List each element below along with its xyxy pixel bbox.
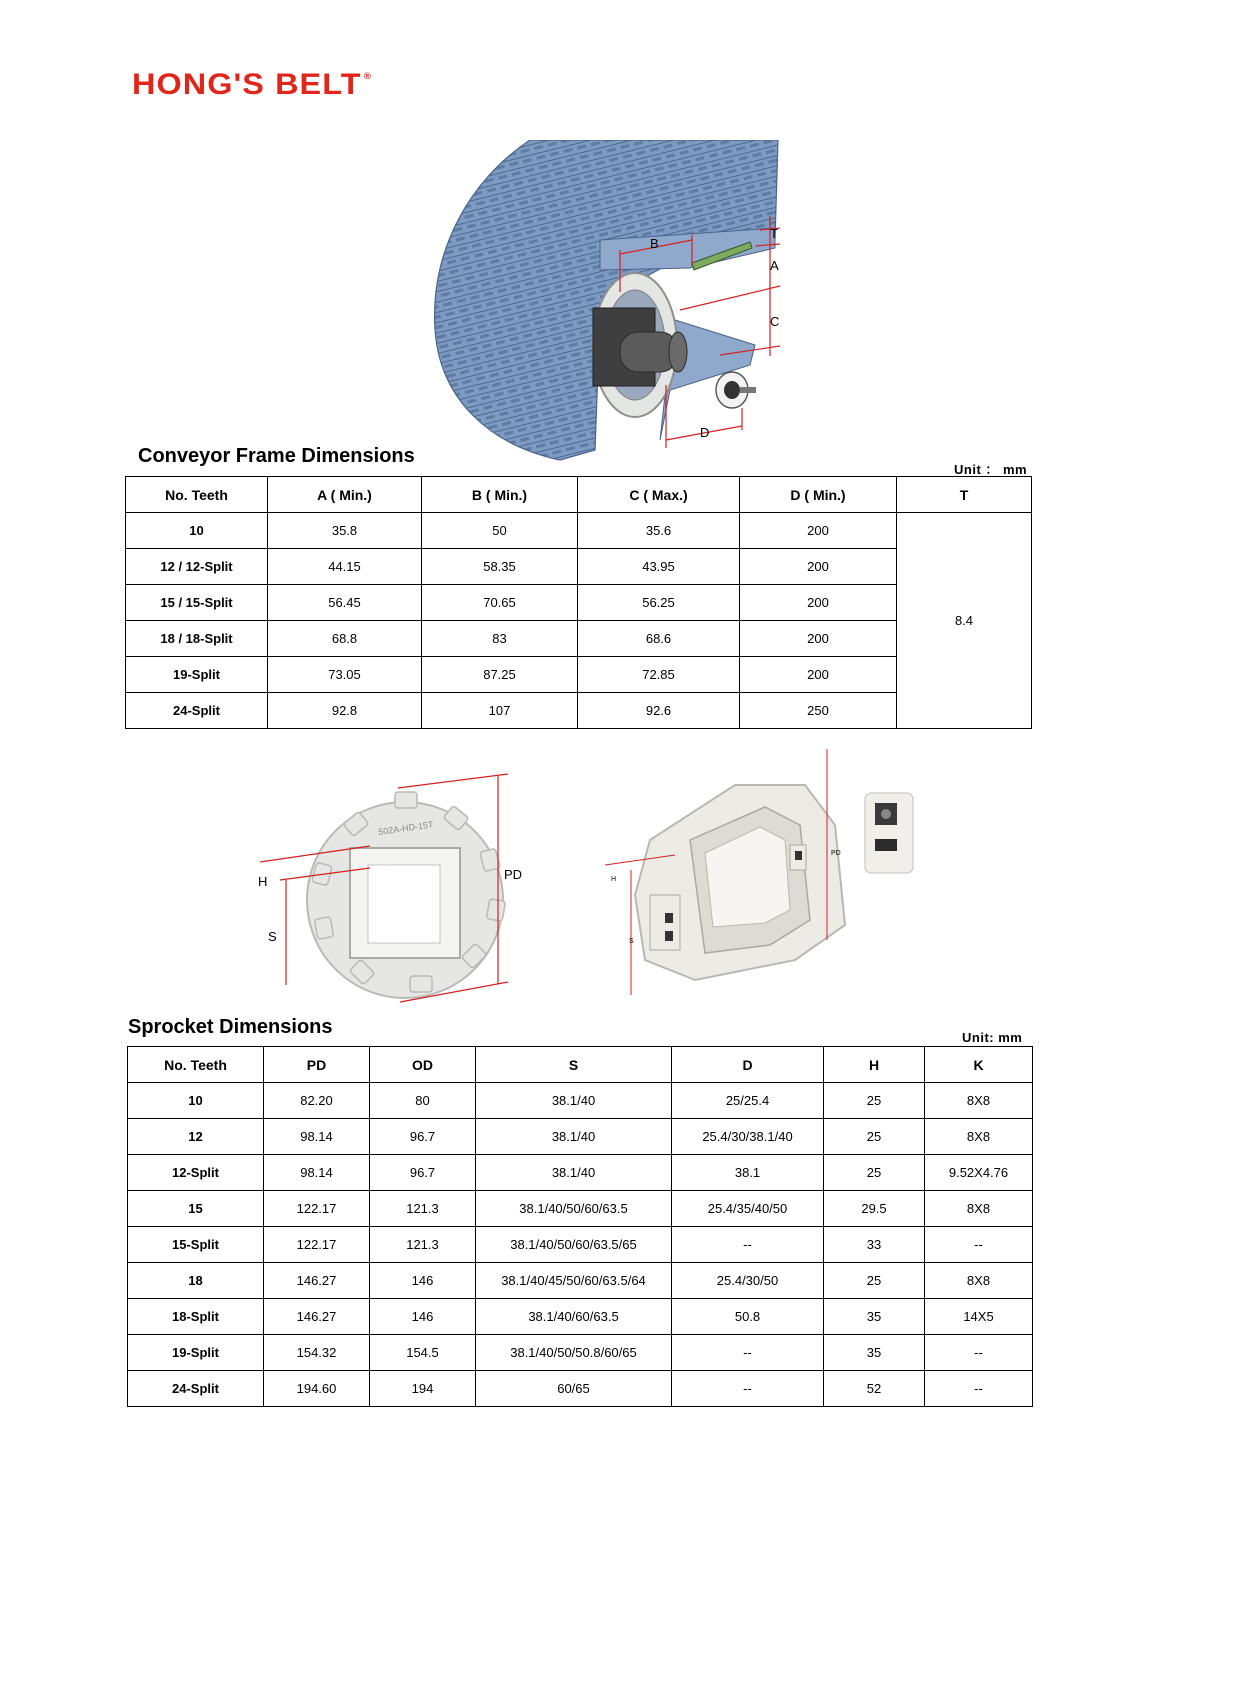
table-row (126, 657, 1032, 693)
table-cell: 38.1/40/50/50.8/60/65 (476, 1335, 672, 1371)
label-s-small: S (629, 938, 634, 945)
column-header: S (476, 1047, 672, 1083)
table-cell: 25.4/35/40/50 (672, 1191, 824, 1227)
table-cell: 43.95 (578, 549, 740, 585)
table-cell: 56.45 (268, 585, 422, 621)
column-header: B ( Min.) (422, 477, 578, 513)
table-cell: 38.1/40 (476, 1119, 672, 1155)
label-pd: PD (504, 867, 523, 882)
table-cell: 12 (128, 1119, 264, 1155)
table-cell: 15-Split (128, 1227, 264, 1263)
table-cell: 18 (128, 1263, 264, 1299)
table-row (126, 513, 1032, 549)
table-row (128, 1299, 1033, 1335)
column-header: A ( Min.) (268, 477, 422, 513)
table-cell: 60/65 (476, 1371, 672, 1407)
table-cell: -- (925, 1371, 1033, 1407)
table-cell: 8X8 (925, 1263, 1033, 1299)
table-cell: 194 (370, 1371, 476, 1407)
table-cell: 96.7 (370, 1155, 476, 1191)
table-cell: 200 (740, 513, 897, 549)
table-cell: 35 (824, 1335, 925, 1371)
table-cell: 8X8 (925, 1083, 1033, 1119)
column-header: D ( Min.) (740, 477, 897, 513)
table-cell: 82.20 (264, 1083, 370, 1119)
table-cell: 15 / 15-Split (126, 585, 268, 621)
table-row (126, 549, 1032, 585)
table-cell: 12-Split (128, 1155, 264, 1191)
table-cell: 8X8 (925, 1191, 1033, 1227)
table-cell: 19-Split (128, 1335, 264, 1371)
table-cell: 38.1/40/45/50/60/63.5/64 (476, 1263, 672, 1299)
split-sprocket-illustration (595, 745, 975, 1005)
table-cell: 10 (128, 1083, 264, 1119)
table-row (126, 621, 1032, 657)
sprocket-front-illustration (250, 770, 540, 1010)
label-h-small: H (611, 876, 617, 883)
table-cell: 50.8 (672, 1299, 824, 1335)
table-row (126, 585, 1032, 621)
table-cell: 58.35 (422, 549, 578, 585)
conveyor-belt-illustration (430, 140, 850, 480)
table-cell: 29.5 (824, 1191, 925, 1227)
table-cell: 96.7 (370, 1119, 476, 1155)
sprocket-body (307, 792, 506, 998)
table-cell: 68.8 (268, 621, 422, 657)
table-cell: 25 (824, 1119, 925, 1155)
table-row (126, 693, 1032, 729)
table-row (128, 1263, 1033, 1299)
split-detail-inset (865, 793, 913, 873)
table-cell: 9.52X4.76 (925, 1155, 1033, 1191)
table-cell: -- (672, 1335, 824, 1371)
table-cell: 70.65 (422, 585, 578, 621)
column-header: PD (264, 1047, 370, 1083)
table-cell: 14X5 (925, 1299, 1033, 1335)
label-s: S (268, 929, 277, 944)
table-cell: 38.1/40/50/60/63.5 (476, 1191, 672, 1227)
label-pd-small: PD (831, 850, 841, 857)
table-cell: -- (672, 1371, 824, 1407)
brand-logo (132, 68, 372, 102)
table-cell: 56.25 (578, 585, 740, 621)
table-cell: 146 (370, 1263, 476, 1299)
table-cell: 154.5 (370, 1335, 476, 1371)
table-cell: 35.8 (268, 513, 422, 549)
label-t: T (770, 226, 778, 241)
table-cell: 80 (370, 1083, 476, 1119)
table-cell: 250 (740, 693, 897, 729)
column-header: No. Teeth (126, 477, 268, 513)
table-header-row (126, 477, 1032, 513)
label-b: B (650, 236, 659, 251)
table-cell: 15 (128, 1191, 264, 1227)
table-row (128, 1227, 1033, 1263)
label-d: D (700, 425, 710, 440)
table-cell: 35.6 (578, 513, 740, 549)
table-row (128, 1371, 1033, 1407)
split-sprocket-body (635, 785, 845, 980)
label-c: C (770, 314, 780, 329)
table-cell: 83 (422, 621, 578, 657)
conveyor-frame-table (125, 476, 1032, 729)
table-cell: 73.05 (268, 657, 422, 693)
table-cell: 38.1/40/50/60/63.5/65 (476, 1227, 672, 1263)
table-cell: 35 (824, 1299, 925, 1335)
table-cell: 25.4/30/38.1/40 (672, 1119, 824, 1155)
table-cell: 12 / 12-Split (126, 549, 268, 585)
table-cell: 200 (740, 657, 897, 693)
column-header: T (897, 477, 1032, 513)
table-row (128, 1083, 1033, 1119)
table-cell: -- (925, 1335, 1033, 1371)
table-cell: 25.4/30/50 (672, 1263, 824, 1299)
table-cell: 24-Split (128, 1371, 264, 1407)
table-cell: 33 (824, 1227, 925, 1263)
table-cell: 8X8 (925, 1119, 1033, 1155)
table-cell: -- (672, 1227, 824, 1263)
table-cell: 146.27 (264, 1263, 370, 1299)
table-row (128, 1155, 1033, 1191)
column-header: D (672, 1047, 824, 1083)
table-cell: 107 (422, 693, 578, 729)
table-cell: 38.1/40 (476, 1155, 672, 1191)
table-cell: 18-Split (128, 1299, 264, 1335)
table-cell: 38.1/40/60/63.5 (476, 1299, 672, 1335)
table-cell: 19-Split (126, 657, 268, 693)
table-row (128, 1191, 1033, 1227)
t-value-cell: 8.4 (897, 513, 1032, 729)
column-header: K (925, 1047, 1033, 1083)
table-cell: -- (925, 1227, 1033, 1263)
table-cell: 52 (824, 1371, 925, 1407)
table-cell: 122.17 (264, 1227, 370, 1263)
table-cell: 200 (740, 585, 897, 621)
table-cell: 154.32 (264, 1335, 370, 1371)
table-row (128, 1335, 1033, 1371)
table-cell: 68.6 (578, 621, 740, 657)
label-h: H (258, 874, 268, 889)
table-cell: 18 / 18-Split (126, 621, 268, 657)
table-header-row (128, 1047, 1033, 1083)
table-cell: 122.17 (264, 1191, 370, 1227)
registered-mark: ® (363, 71, 372, 81)
sprocket-table-title: Sprocket Dimensions (128, 1016, 333, 1038)
conveyor-table-title: Conveyor Frame Dimensions (138, 445, 415, 467)
table-cell: 25/25.4 (672, 1083, 824, 1119)
table-cell: 38.1 (672, 1155, 824, 1191)
sprocket-engraving: 502A-HD-15T (377, 819, 435, 838)
table-cell: 25 (824, 1083, 925, 1119)
table-cell: 87.25 (422, 657, 578, 693)
logo-text: HONG'S BELT (132, 68, 362, 101)
table-cell: 194.60 (264, 1371, 370, 1407)
table-cell: 121.3 (370, 1191, 476, 1227)
table-cell: 38.1/40 (476, 1083, 672, 1119)
table-cell: 98.14 (264, 1119, 370, 1155)
table-cell: 200 (740, 621, 897, 657)
column-header: No. Teeth (128, 1047, 264, 1083)
table-cell: 72.85 (578, 657, 740, 693)
column-header: OD (370, 1047, 476, 1083)
table-cell: 25 (824, 1263, 925, 1299)
table-cell: 146 (370, 1299, 476, 1335)
label-a: A (770, 258, 779, 273)
sprocket-dimensions-table (127, 1046, 1033, 1407)
table-cell: 200 (740, 549, 897, 585)
column-header: H (824, 1047, 925, 1083)
table-cell: 121.3 (370, 1227, 476, 1263)
table-cell: 98.14 (264, 1155, 370, 1191)
conveyor-table-unit: Unit ： mm (954, 462, 1028, 477)
table-cell: 146.27 (264, 1299, 370, 1335)
table-cell: 44.15 (268, 549, 422, 585)
column-header: C ( Max.) (578, 477, 740, 513)
table-cell: 50 (422, 513, 578, 549)
table-cell: 24-Split (126, 693, 268, 729)
table-row (128, 1119, 1033, 1155)
table-cell: 25 (824, 1155, 925, 1191)
table-cell: 92.8 (268, 693, 422, 729)
table-cell: 10 (126, 513, 268, 549)
sprocket-table-unit: Unit: mm (962, 1030, 1023, 1045)
table-cell: 92.6 (578, 693, 740, 729)
